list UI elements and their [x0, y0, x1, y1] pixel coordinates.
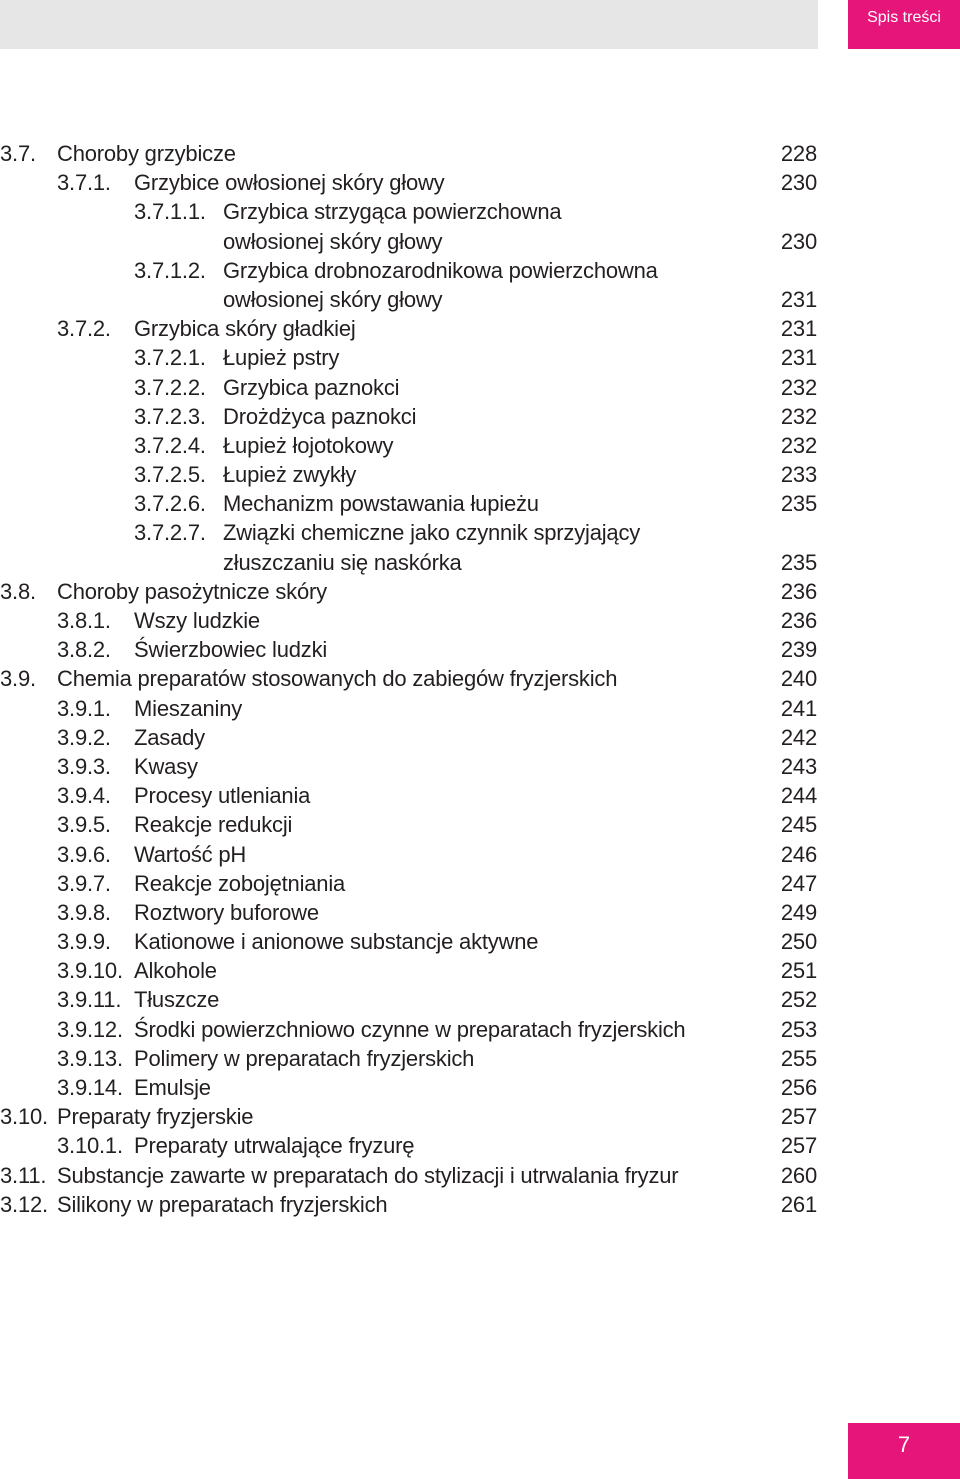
toc-entry [0, 1073, 820, 1102]
toc-entry-title: Łupież pstry [223, 345, 340, 371]
toc-entry [0, 635, 820, 664]
toc-entry [0, 168, 820, 197]
toc-entry-number: 3.9.12. [57, 1016, 123, 1042]
toc-entry-page: 257 [780, 1104, 817, 1130]
toc-entry-title: Roztwory buforowe [134, 899, 319, 925]
toc-entry [0, 139, 820, 168]
toc-entry-page: 247 [780, 870, 817, 896]
toc-entry-number: 3.10. [0, 1104, 48, 1130]
toc-entry [0, 285, 820, 314]
toc-entry-title: Emulsje [134, 1075, 211, 1100]
toc-entry [0, 227, 820, 256]
toc-entry-number: 3.9.2. [57, 724, 111, 750]
toc-entry [0, 1102, 820, 1131]
toc-entry [0, 373, 820, 402]
toc-entry-number: 3.9.5. [57, 812, 111, 838]
toc-entry-title: owłosionej skóry głowy [223, 286, 443, 312]
toc-entry-title: Choroby pasożytnicze skóry [57, 578, 327, 604]
toc-entry-page: 243 [780, 753, 817, 779]
toc-entry [0, 431, 820, 460]
toc-entry [0, 752, 820, 781]
toc-entry-page: 233 [780, 462, 817, 488]
toc-entry-title: Łupież łojotokowy [223, 432, 394, 458]
toc-entry [0, 314, 820, 343]
toc-entry-page: 231 [780, 286, 817, 312]
toc-entry [0, 927, 820, 956]
toc-entry-title: Substancje zawarte w preparatach do stylizacji i utrwalania fryzur [57, 1162, 679, 1188]
toc-entry-number: 3.8.2. [57, 637, 111, 663]
toc-entry-page: 255 [780, 1045, 817, 1071]
toc-entry-number: 3.9.10. [57, 958, 123, 984]
toc-entry-number: 3.9.14. [57, 1075, 123, 1100]
toc-entry-number: 3.7. [0, 141, 36, 166]
toc-entry-number: 3.9.6. [57, 841, 111, 867]
toc-entry-page: 253 [780, 1016, 817, 1042]
toc-entry-page: 232 [780, 374, 817, 400]
toc-entry-page: 251 [780, 958, 817, 984]
toc-entry-title: Zasady [134, 724, 205, 750]
toc-entry-title: Grzybice owłosionej skóry głowy [134, 170, 445, 196]
toc-entry-title: Kwasy [134, 753, 198, 779]
toc-entry [0, 548, 820, 577]
toc-entry [0, 956, 820, 985]
toc-entry [0, 694, 820, 723]
toc-entry-number: 3.9.7. [57, 870, 111, 896]
toc-entry-number: 3.8. [0, 578, 36, 604]
toc-entry [0, 577, 820, 606]
toc-entry-page: 240 [780, 666, 817, 692]
toc-entry-title: Grzybica strzygąca powierzchowna [223, 199, 562, 225]
toc-entry [0, 810, 820, 839]
toc-entry-title: Grzybica paznokci [223, 374, 400, 400]
page-number-box: 7 [848, 1423, 960, 1479]
toc-entry-page: 245 [780, 812, 817, 838]
toc-entry-page: 257 [780, 1133, 817, 1159]
toc-entry-title: Reakcje zobojętniania [134, 870, 346, 896]
toc-entry [0, 343, 820, 372]
toc-entry-number: 3.9.13. [57, 1045, 123, 1071]
toc-entry-title: Mieszaniny [134, 695, 243, 721]
toc-entry [0, 898, 820, 927]
toc-entry-page: 239 [780, 637, 817, 663]
toc-entry-number: 3.7.1.2. [134, 257, 206, 283]
toc-entry [0, 197, 820, 226]
toc-entry-title: Preparaty utrwalające fryzurę [134, 1133, 415, 1159]
toc-entry-number: 3.7.2.7. [134, 520, 206, 546]
toc-entry [0, 781, 820, 810]
toc-entry [0, 985, 820, 1014]
toc-entry-number: 3.9.4. [57, 783, 111, 809]
toc-entry-title: Procesy utleniania [134, 783, 311, 809]
toc-entry-page: 242 [780, 724, 817, 750]
toc-entry [0, 518, 820, 547]
toc-entry-page: 246 [780, 841, 817, 867]
toc-entry-page: 228 [780, 141, 817, 166]
toc-entry-title: Preparaty fryzjerskie [57, 1104, 254, 1130]
toc-entry-page: 261 [780, 1191, 817, 1217]
toc-entry-title: Wartość pH [134, 841, 247, 867]
toc-entry-page: 249 [780, 899, 817, 925]
toc-entry-title: Środki powierzchniowo czynne w preparatach fryzjerskich [134, 1016, 686, 1042]
toc-entry-title: Świerzbowiec ludzki [134, 637, 328, 663]
toc-entry [0, 1044, 820, 1073]
toc-entry-title: Silikony w preparatach fryzjerskich [57, 1191, 388, 1217]
toc-entry [0, 460, 820, 489]
toc-entry [0, 1190, 820, 1219]
toc-entry [0, 664, 820, 693]
toc-entry-title: Mechanizm powstawania łupieżu [223, 491, 539, 517]
toc-entry [0, 869, 820, 898]
toc-entry-page: 260 [780, 1162, 817, 1188]
toc-entry-title: Tłuszcze [134, 987, 220, 1013]
toc-entry-page: 231 [780, 345, 817, 371]
toc-entry-number: 3.7.2.2. [134, 374, 206, 400]
toc-entry [0, 723, 820, 752]
toc-entry-page: 230 [780, 170, 817, 196]
toc-entry [0, 402, 820, 431]
header-bar [0, 0, 818, 49]
toc-entry-number: 3.7.2.4. [134, 432, 206, 458]
toc-entry [0, 1015, 820, 1044]
toc-entry-page: 236 [780, 578, 817, 604]
toc-entry [0, 489, 820, 518]
toc-entry-title: Drożdżyca paznokci [223, 403, 417, 429]
toc-entry [0, 256, 820, 285]
toc-entry-number: 3.7.2.1. [134, 345, 206, 371]
toc-entry-number: 3.7.1.1. [134, 199, 206, 225]
toc-entry [0, 1131, 820, 1160]
toc-entry-title: złuszczaniu się naskórka [223, 549, 462, 575]
section-tab: Spis treści [848, 0, 960, 49]
toc-entry-number: 3.11. [0, 1162, 47, 1188]
toc-entry-number: 3.7.2.6. [134, 491, 206, 517]
toc-entry-title: Kationowe i anionowe substancje aktywne [134, 929, 539, 955]
toc-entry-number: 3.7.1. [57, 170, 111, 196]
toc-entry-number: 3.12. [0, 1191, 48, 1217]
toc-entry-page: 241 [780, 695, 817, 721]
toc-entry-number: 3.10.1. [57, 1133, 123, 1159]
toc-entry-number: 3.9.11. [57, 987, 122, 1013]
toc-entry-title: Polimery w preparatach fryzjerskich [134, 1045, 475, 1071]
toc-entry-title: Alkohole [134, 958, 217, 984]
toc-entry-title: Choroby grzybicze [57, 141, 236, 166]
toc-entry-title: Grzybica drobnozarodnikowa powierzchowna [223, 257, 658, 283]
toc-entry-number: 3.9.3. [57, 753, 111, 779]
toc-entry-number: 3.9.1. [57, 695, 111, 721]
toc-entry-page: 232 [780, 432, 817, 458]
table-of-contents [0, 139, 820, 1219]
toc-entry-page: 250 [780, 929, 817, 955]
toc-entry [0, 606, 820, 635]
toc-entry [0, 1161, 820, 1190]
toc-entry-page: 244 [780, 783, 817, 809]
toc-entry-page: 236 [780, 608, 817, 633]
toc-entry-title: Chemia preparatów stosowanych do zabiegów fryzjerskich [57, 666, 618, 692]
toc-entry-number: 3.9. [0, 666, 36, 692]
toc-entry-page: 231 [780, 316, 817, 342]
toc-entry-number: 3.7.2. [57, 316, 111, 342]
toc-entry-title: Związki chemiczne jako czynnik sprzyjający [223, 520, 641, 546]
toc-entry-number: 3.8.1. [57, 608, 111, 633]
toc-entry-title: Wszy ludzkie [134, 608, 260, 633]
toc-entry-number: 3.7.2.3. [134, 403, 206, 429]
toc-entry-page: 230 [780, 228, 817, 254]
toc-entry-number: 3.9.8. [57, 899, 111, 925]
toc-entry [0, 840, 820, 869]
toc-entry-title: owłosionej skóry głowy [223, 228, 443, 254]
toc-entry-title: Reakcje redukcji [134, 812, 293, 838]
toc-entry-number: 3.7.2.5. [134, 462, 206, 488]
toc-entry-page: 256 [780, 1075, 817, 1100]
toc-entry-title: Grzybica skóry gładkiej [134, 316, 356, 342]
toc-entry-number: 3.9.9. [57, 929, 111, 955]
toc-entry-page: 235 [780, 491, 817, 517]
toc-entry-page: 235 [780, 549, 817, 575]
toc-entry-page: 252 [780, 987, 817, 1013]
toc-entry-page: 232 [780, 403, 817, 429]
toc-entry-title: Łupież zwykły [223, 462, 357, 488]
